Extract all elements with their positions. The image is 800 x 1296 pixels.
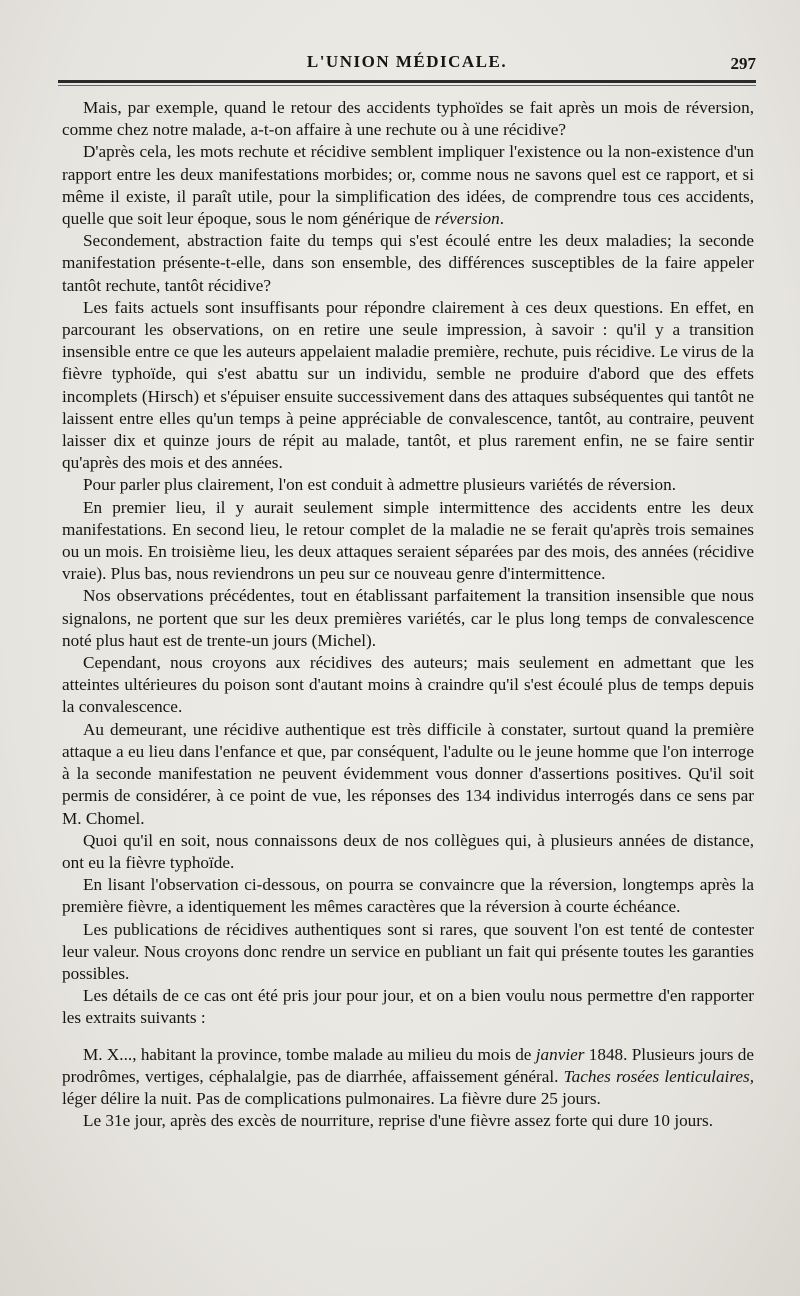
paragraph: Les détails de ce cas ont été pris jour pour jour, et on a bien voulu nous permettre d'en rapporter les extraits suivants : bbox=[62, 986, 754, 1028]
case-report-paragraph: Le 31e jour, après des excès de nourriture, reprise d'une fièvre assez forte qui dure 10 jours. bbox=[83, 1111, 713, 1131]
italic-term: Taches rosées lenticulaires, bbox=[563, 1066, 754, 1086]
italic-term: réversion bbox=[434, 209, 500, 229]
case-report-paragraph: M. X..., habitant la province, tombe malade au milieu du mois de janvier 1848. Plusieurs jours de prodrômes, vertiges, céphalalgie, pas de diarrhée, affaissement général. Taches rosées lenticulaires, léger délire la nuit. Pas de complications pulmonaires. La fièvre dure 25 jours. bbox=[62, 1044, 755, 1108]
paragraph: Mais, par exemple, quand le retour des accidents typhoïdes se fait après un mois de réversion, comme chez notre malade, a-t-on affaire à une rechute ou à une récidive? bbox=[62, 98, 754, 140]
paragraph: En lisant l'observation ci-dessous, on pourra se convaincre que la réversion, longtemps après la première fièvre, a identiquement les mêmes caractères que la réversion à courte échéance. bbox=[62, 875, 754, 917]
paragraph: En premier lieu, il y aurait seulement simple intermittence des accidents entre les deux manifestations. En second lieu, le retour complet de la maladie ne se ferait qu'après trois semaines ou un mois. En troisième lieu, les deux attaques seraient séparées par des mois, des années (récidive vraie). Plus bas, nous reviendrons un peu sur ce nouveau genre d'intermittence. bbox=[62, 497, 754, 584]
paragraph: Quoi qu'il en soit, nous connaissons deux de nos collègues qui, à plusieurs années de distance, ont eu la fièvre typhoïde. bbox=[62, 830, 754, 872]
paragraph: Les publications de récidives authentiques sont si rares, que souvent l'on est tenté de contester leur valeur. Nous croyons donc rendre un service en publiant un fait qui présente toutes les garanties possibles. bbox=[62, 919, 754, 983]
paragraph: Les faits actuels sont insuffisants pour répondre clairement à ces deux questions. En effet, en parcourant les observations, on en retire une seule impression, à savoir : qu'il y a transition insensible entre ce que les auteurs appelaient maladie première, rechute, puis récidive. Le virus de la fièvre typhoïde, qui s'est abattu sur un individu, semble ne produire d'abord que des effets incomplets (Hirsch) et s'épuiser ensuite successivement dans des attaques subséquentes qui tantôt ne laissent entre elles qu'un temps à peine appréciable de convalescence, tantôt, au contraire, peuvent laisser dix et quinze jours de répit au malade, tantôt, et plus rarement enfin, ne se faire sentir qu'après des mois et des années. bbox=[62, 297, 754, 473]
page-number: 297 bbox=[730, 54, 756, 73]
paragraph: Secondement, abstraction faite du temps qui s'est écoulé entre les deux maladies; la seconde manifestation présente-t-elle, dans son ensemble, des différences susceptibles de la faire appeler tantôt rechute, tantôt récidive? bbox=[62, 231, 754, 295]
paragraph: D'après cela, les mots rechute et récidive semblent impliquer l'existence ou la non-existence d'un rapport entre les deux manifestations morbides; or, comme nous ne savons quel est ce rapport, et si même il existe, il paraît utile, pour la simplification des idées, de comprendre tous ces accidents, quelle que soit leur époque, sous le nom générique de réversion. bbox=[62, 142, 754, 229]
paragraph: Cependant, nous croyons aux récidives des auteurs; mais seulement en admettant que les atteintes ultérieures du poison sont d'autant moins à craindre qu'il s'est écoulé plus de temps depuis la convalescence. bbox=[62, 653, 754, 717]
paragraph: Pour parler plus clairement, l'on est conduit à admettre plusieurs variétés de réversion. bbox=[83, 475, 677, 495]
paragraph: Au demeurant, une récidive authentique est très difficile à constater, surtout quand la première attaque a eu lieu dans l'enfance et que, par conséquent, l'adulte ou le jeune homme que l'on interroge à la seconde manifestation ne peuvent évidemment vous donner d'assertions positives. Qu'il soit permis de considérer, à ce point de vue, les réponses des 134 individus interrogés dans ce sens par M. Chomel. bbox=[62, 719, 754, 828]
article-body bbox=[62, 97, 754, 1132]
page-header bbox=[58, 46, 756, 83]
running-title: L'UNION MÉDICALE. bbox=[306, 52, 508, 71]
paragraph: Nos observations précédentes, tout en établissant parfaitement la transition insensible que nous signalons, ne portent que sur les deux premières variétés, car le plus long temps de convalescence noté plus haut est de trente-un jours (Michel). bbox=[62, 586, 754, 650]
italic-month: janvier bbox=[535, 1044, 585, 1064]
